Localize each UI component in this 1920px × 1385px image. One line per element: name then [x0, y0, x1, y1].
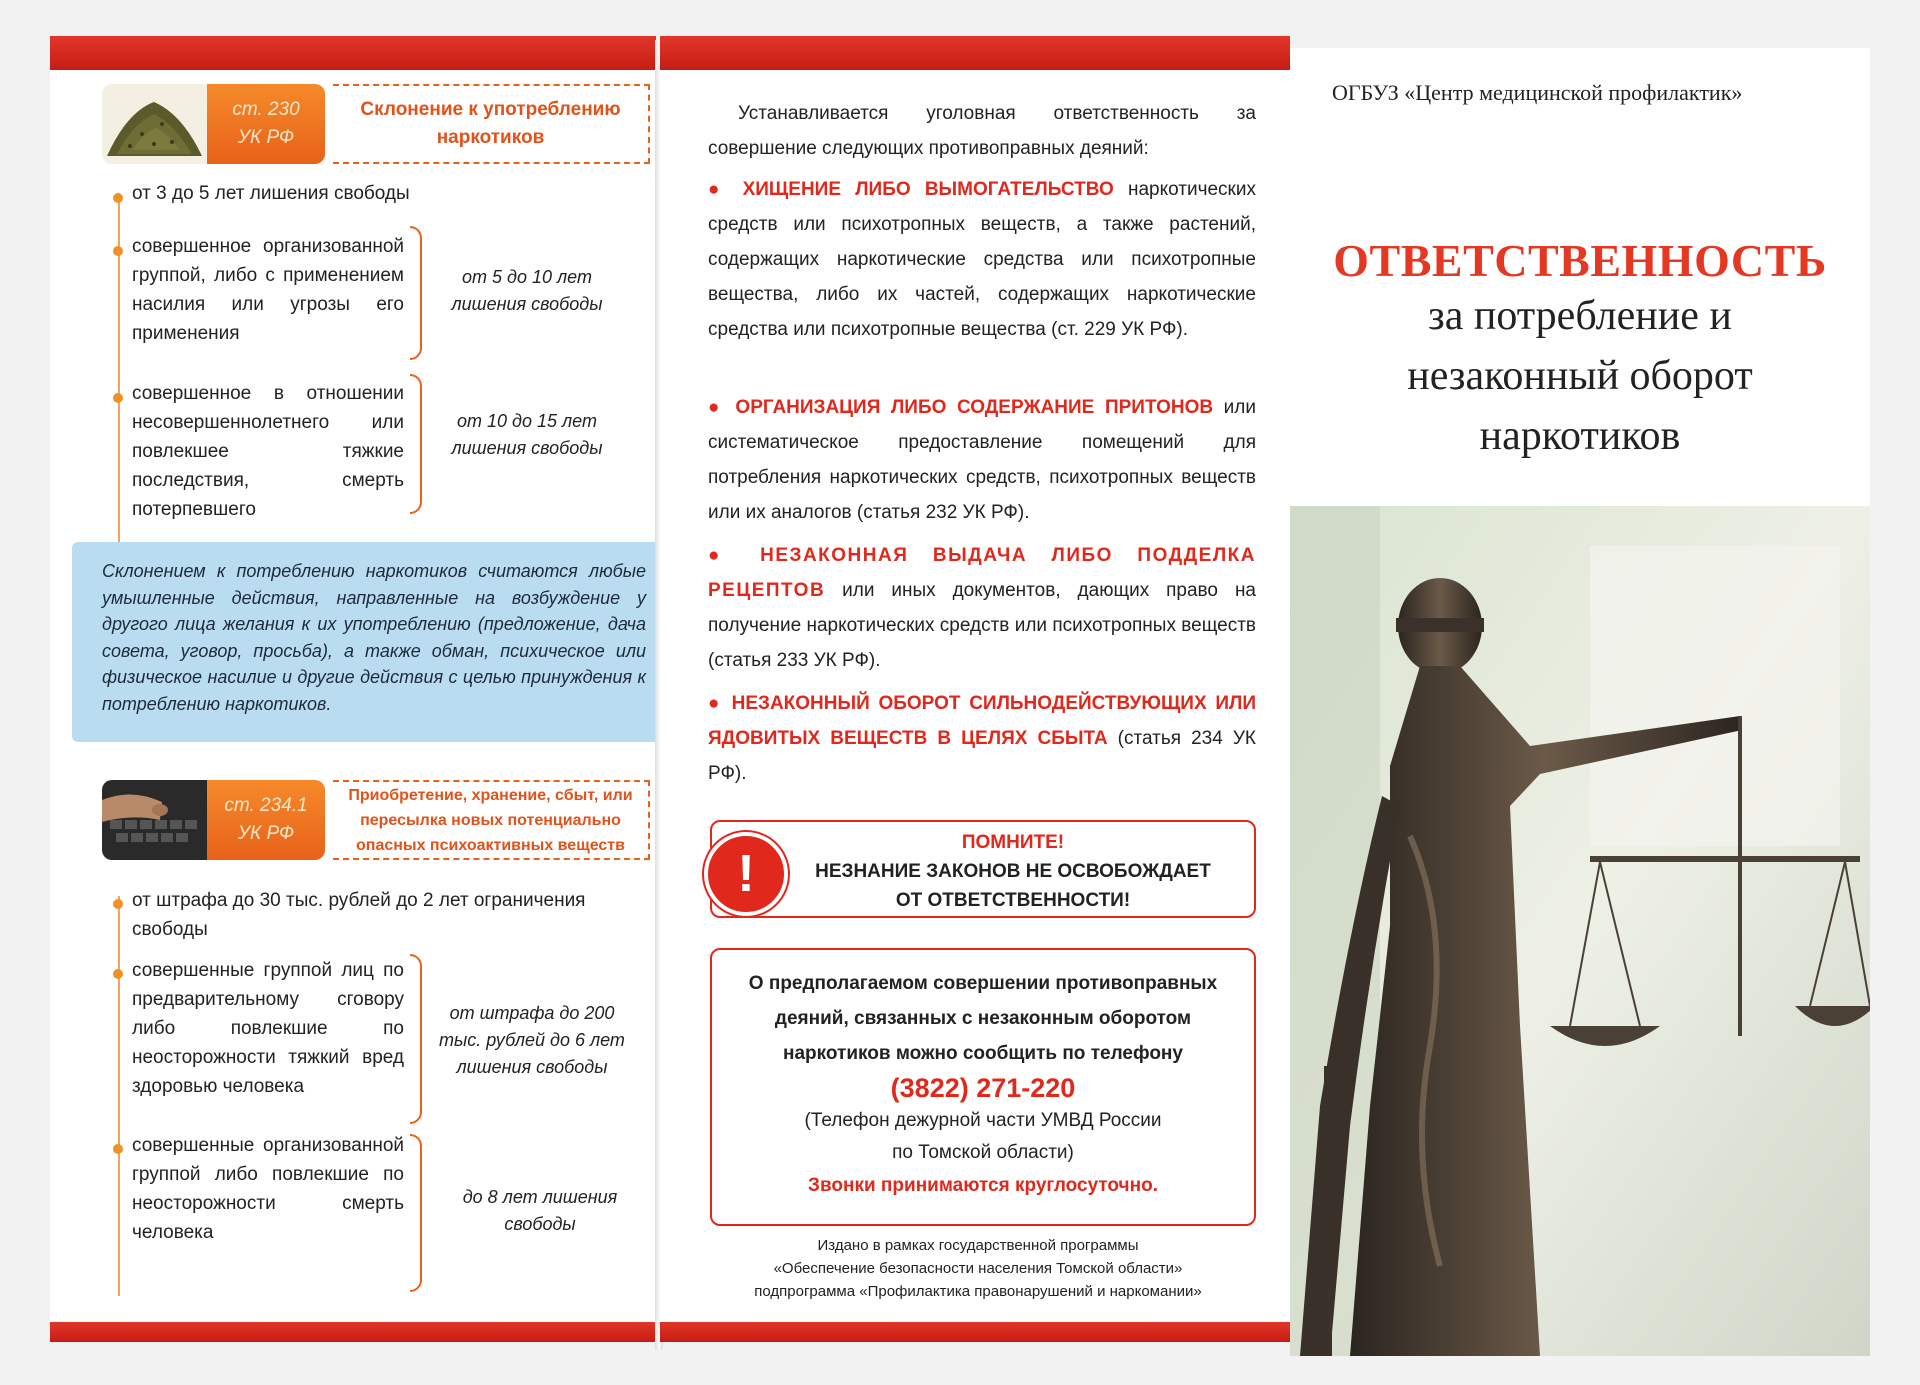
bullet-dot [113, 393, 123, 403]
red-bottom-bar [50, 1322, 656, 1342]
brace [410, 1134, 422, 1292]
article-230-header [102, 84, 650, 164]
bullet-dot [113, 1144, 123, 1154]
penalty-10-15 [432, 408, 622, 462]
red-bullet-icon: ● [708, 693, 732, 714]
bullet-dot [113, 193, 123, 203]
act-body: наркотических средств или психотропных веществ, а также растений, содержащих наркотические средства или психотропные вещества, либо их частей, содержащих наркотические средства или психотропные вещества (ст. 229 УК РФ). [708, 179, 1256, 340]
exclamation-icon: ! [704, 832, 788, 916]
title-line2: наркотиков [436, 127, 545, 148]
act-body: (статья 234 УК РФ). [708, 728, 1256, 784]
keyboard-hand-image [102, 780, 207, 860]
act-potent [708, 686, 1256, 791]
title-line1: Склонение к употреблению [360, 99, 621, 120]
act-recipes [708, 538, 1256, 678]
article-234-code [207, 780, 325, 860]
bullet-dot [113, 899, 123, 909]
title-line2: пересылка новых потенциально [360, 811, 621, 829]
penalty-8 [450, 1184, 630, 1238]
contact-line2: деяний, связанных с незаконным оборотом [774, 1008, 1192, 1029]
warning-text [782, 828, 1244, 915]
penalty-line2: свободы [504, 1214, 576, 1234]
red-bottom-bar [660, 1322, 1290, 1342]
footer-line3: подпрограмма «Профилактика правонарушений и наркомании» [754, 1283, 1202, 1300]
penalty-line1: от 5 до 10 лет [462, 267, 592, 287]
base-penalty-234: от штрафа до 30 тыс. рублей до 2 лет ограничения свободы [132, 890, 586, 940]
call-hours: Звонки принимаются круглосуточно. [808, 1175, 1158, 1196]
phone-note2: по Томской области) [892, 1142, 1074, 1163]
item-234-organized: совершенные организованной группой либо повлекшие по неосторожности смерть человека [132, 1135, 404, 1243]
warning-line2: ОТ ОТВЕТСТВЕННОСТИ! [895, 890, 1131, 911]
penalty-line1: от 10 до 15 лет [457, 411, 597, 431]
phone-number[interactable]: (3822) 271-220 [890, 1073, 1076, 1103]
penalty-fine-200 [432, 1000, 632, 1081]
cover-title-line1: за потребление и [1428, 293, 1732, 339]
article-230-code [207, 84, 325, 164]
bullet-dot [113, 969, 123, 979]
warning-line1: НЕЗНАНИЕ ЗАКОНОВ НЕ ОСВОБОЖДАЕТ [815, 861, 1211, 882]
brace [410, 226, 422, 360]
panel-middle [660, 36, 1290, 1342]
item-230-organized: совершенное организованной группой, либо с применением насилия или угрозы его применения [132, 236, 404, 344]
penalty-line2: лишения свободы [451, 294, 603, 314]
brace [410, 374, 422, 514]
act-dens [708, 390, 1256, 530]
intro-text: Устанавливается уголовная ответственность за совершение следующих противоправных деяний: [708, 103, 1256, 159]
definition-box: Склонением к потреблению наркотиков считаются любые умышленные действия, направленные на возбуждение у другого лица желания к их употреблению (предложение, дача совета, уговор, просьба), а также обман, психическое или физическое насилие и другие действия с целью принуждения к потреблению наркотиков. [72, 542, 656, 742]
penalty-line1: от штрафа до 200 [449, 1003, 615, 1023]
penalty-5-10 [432, 264, 622, 318]
warning-title: ПОМНИТЕ! [961, 832, 1065, 853]
footer-line2: «Обеспечение безопасности населения Томской области» [773, 1260, 1183, 1277]
act-body: или иных документов, дающих право на получение наркотических средств или психотропных веществ (статья 233 УК РФ). [708, 580, 1256, 671]
penalty-line2: лишения свободы [451, 438, 603, 458]
title-line1: Приобретение, хранение, сбыт, или [348, 786, 633, 804]
lady-justice-statue-image [1290, 506, 1870, 1356]
act-body: или систематическое предоставление помещений для потребления наркотических средств, психотропных веществ или их аналогов (статья 232 УК РФ). [708, 397, 1256, 523]
red-bullet-icon: ● [708, 397, 736, 418]
article-code-line1: ст. 234.1 [224, 795, 308, 816]
act-head: НЕЗАКОННАЯ ВЫДАЧА ЛИБО ПОДДЕЛКА РЕЦЕПТОВ [708, 545, 1256, 601]
timeline-line [118, 896, 120, 1296]
phone-note1: (Телефон дежурной части УМВД России [804, 1110, 1162, 1131]
cover-title-line3: наркотиков [1479, 413, 1681, 459]
article-code-line1: ст. 230 [232, 99, 300, 120]
cover-title-line2: незаконный оборот [1407, 353, 1753, 399]
article-234-title [333, 780, 650, 860]
act-head: ОРГАНИЗАЦИЯ ЛИБО СОДЕРЖАНИЕ ПРИТОНОВ [735, 397, 1214, 418]
contact-box [710, 948, 1256, 1226]
title-line3: опасных психоактивных веществ [356, 836, 625, 854]
article-code-line2: УК РФ [237, 127, 295, 148]
red-bullet-icon: ● [708, 179, 743, 200]
item-230-minor: совершенное в отношении несовершеннолетнего или повлекшее тяжкие последствия, смерть потерпевшего [132, 383, 404, 520]
herb-pile-image [102, 84, 207, 164]
contact-line1: О предполагаемом совершении противоправных [748, 973, 1218, 994]
act-theft [708, 172, 1256, 347]
penalty-line1: до 8 лет лишения [462, 1187, 618, 1207]
brace [410, 954, 422, 1124]
red-top-bar [660, 36, 1290, 70]
red-top-bar [50, 36, 656, 70]
bullet-dot [113, 246, 123, 256]
penalty-line2: тыс. рублей до 6 лет [439, 1030, 625, 1050]
article-code-line2: УК РФ [237, 823, 295, 844]
base-penalty-230: от 3 до 5 лет лишения свободы [132, 183, 410, 204]
panel-left [50, 36, 656, 1342]
warning-box [710, 820, 1256, 918]
act-head: ХИЩЕНИЕ ЛИБО ВЫМОГАТЕЛЬСТВО [742, 179, 1114, 200]
cover-title-red: ОТВЕТСТВЕННОСТЬ [1333, 235, 1827, 286]
act-head: НЕЗАКОННЫЙ ОБОРОТ СИЛЬНОДЕЙСТВУЮЩИХ ИЛИ ЯДОВИТЫХ ВЕЩЕСТВ В ЦЕЛЯХ СБЫТА [708, 693, 1256, 749]
item-234-group: совершенные группой лиц по предварительному сговору либо повлекшие по неосторожности тяжкий вред здоровью человека [132, 960, 404, 1097]
red-bullet-icon: ● [708, 545, 761, 566]
article-230-title [333, 84, 650, 164]
organization-name: ОГБУЗ «Центр медицинской профилактик» [1332, 80, 1743, 105]
publication-footer [690, 1234, 1266, 1303]
panel-cover [1290, 48, 1870, 1356]
contact-line3: наркотиков можно сообщить по телефону [783, 1043, 1183, 1064]
footer-line1: Издано в рамках государственной программы [817, 1237, 1139, 1254]
article-234-header [102, 780, 650, 860]
penalty-line3: лишения свободы [456, 1057, 608, 1077]
